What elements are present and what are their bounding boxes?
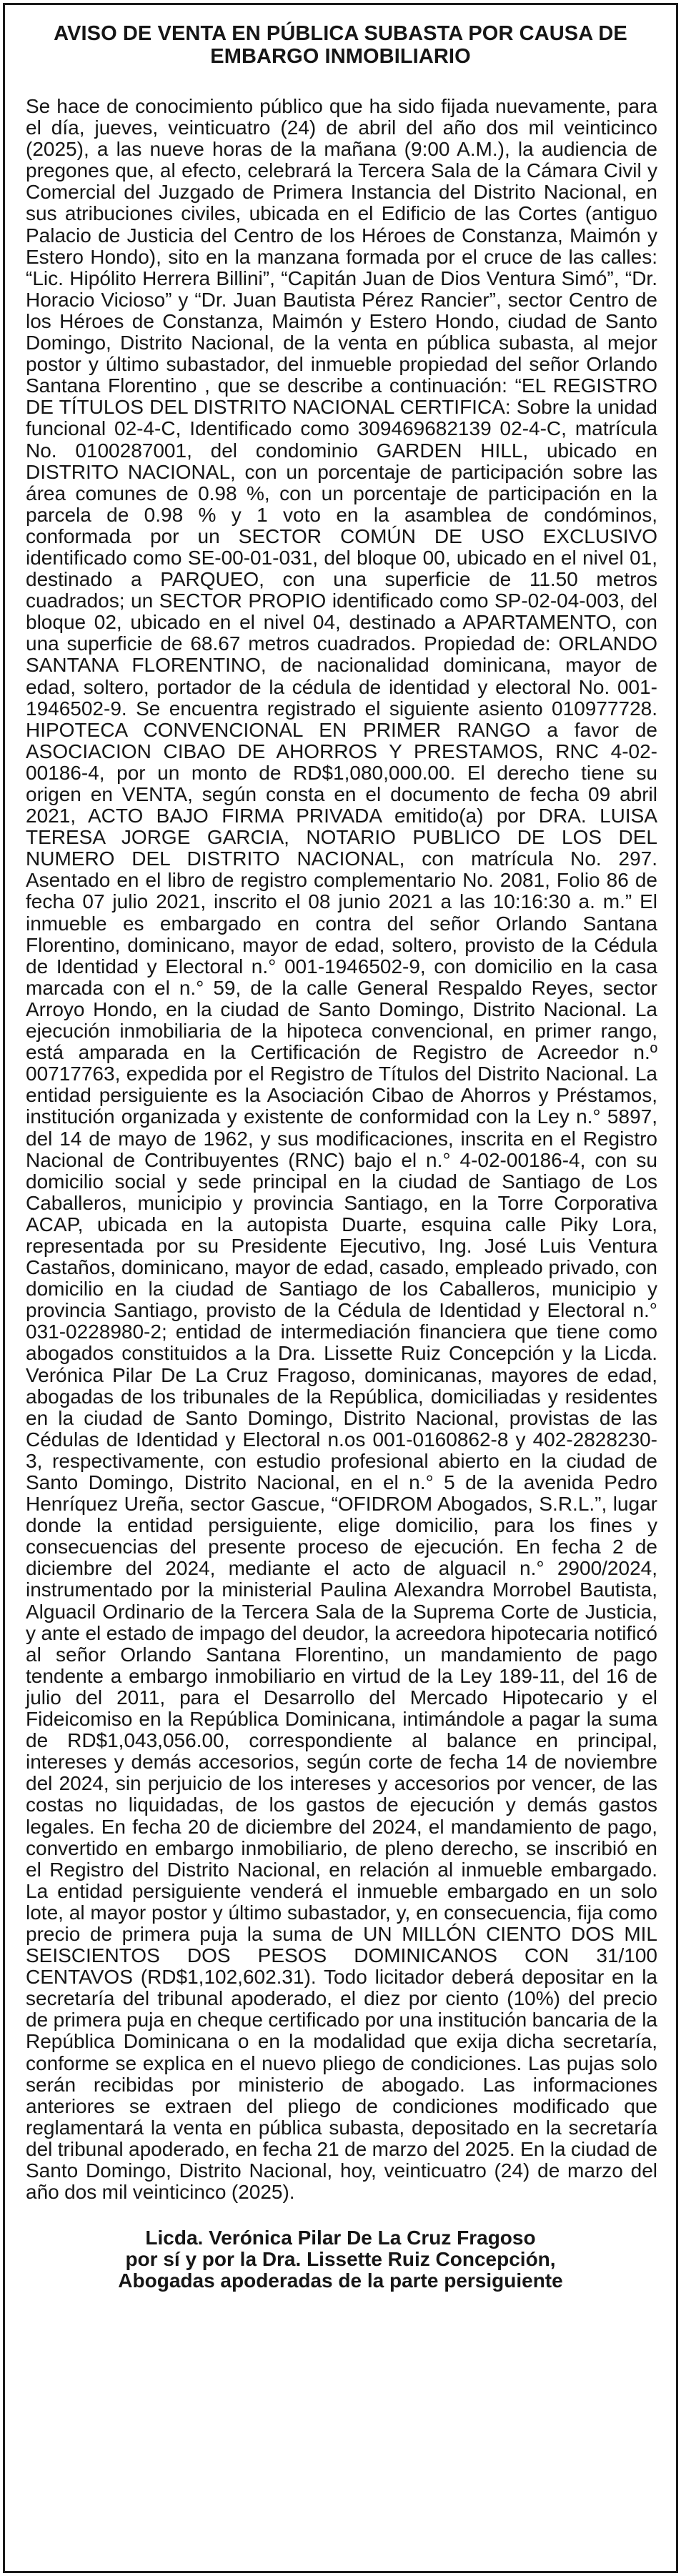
signature-line-2: por sí y por la Dra. Lissette Ruiz Concepción,	[125, 2248, 556, 2271]
signature-block	[34, 2227, 647, 2292]
notice-title: AVISO DE VENTA EN PÚBLICA SUBASTA POR CAUSA DE EMBARGO INMOBILIARIO	[54, 22, 627, 68]
signature-line-3: Abogadas apoderadas de la parte persiguiente	[118, 2269, 563, 2292]
signature-line-1: Licda. Verónica Pilar De La Cruz Fragoso	[145, 2227, 536, 2249]
notice-frame	[3, 3, 678, 2573]
notice-body: Se hace de conocimiento público que ha sido fijada nuevamente, para el día, jueves, veinticuatro (24) de abril del año dos mil veinticinco (2025), a las nueve horas de la mañana (9:00 A.M.), la audiencia de pregones que, al efecto, celebrará la Tercera Sala de la Cámara Civil y Comercial del Juzgado de Primera Instancia del Distrito Nacional, en sus atribuciones civiles, ubicada en el Edificio de las Cortes (antiguo Palacio de Justicia del Centro de los Héroes de Constanza, Maimón y Estero Hondo), sito en la manzana formada por el cruce de las calles: “Lic. Hipólito Herrera Billini”, “Capitán Juan de Dios Ventura Simó”, “Dr. Horacio Vicioso” y “Dr. Juan Bautista Pérez Rancier”, sector Centro de los Héroes de Constanza, Maimón y Estero Hondo, ciudad de Santo Domingo, Distrito Nacional, de la venta en pública subasta, al mejor postor y último subastador, del inmueble propiedad del señor Orlando Santana Florentino , que se describe a continuación: “EL REGISTRO DE TÍTULOS DEL DISTRITO NACIONAL CERTIFICA: Sobre la unidad funcional 02-4-C, Identificado como 309469682139 02-4-C, matrícula No. 0100287001, del condominio GARDEN HILL, ubicado en DISTRITO NACIONAL, con un porcentaje de participación sobre las área comunes de 0.98 %, con un porcentaje de participación en la parcela de 0.98 % y 1 voto en la asamblea de condóminos, conformada por un SECTOR COMÚN DE USO EXCLUSIVO identificado como SE-00-01-031, del bloque 00, ubicado en el nivel 01, destinado a PARQUEO, con una superficie de 11.50 metros cuadrados; un SECTOR PROPIO identificado como SP-02-04-003, del bloque 02, ubicado en el nivel 04, destinado a APARTAMENTO, con una superficie de 68.67 metros cuadrados. Propiedad de: ORLANDO SANTANA FLORENTINO, de nacionalidad dominicana, mayor de edad, soltero, portador de la cédula de identidad y electoral No. 001-1946502-9. Se encuentra registrado el siguiente asiento 010977728. HIPOTECA CONVENCIONAL EN PRIMER RANGO a favor de ASOCIACION CIBAO DE AHORROS Y PRESTAMOS, RNC 4-02-00186-4, por un monto de RD$1,080,000.00. El derecho tiene su origen en VENTA, según consta en el documento de fecha 09 abril 2021, ACTO BAJO FIRMA PRIVADA emitido(a) por DRA. LUISA TERESA JORGE GARCIA, NOTARIO PUBLICO DE LOS DEL NUMERO DEL DISTRITO NACIONAL, con matrícula No. 297. Asentado en el libro de registro complementario No. 2081, Folio 86 de fecha 07 julio 2021, inscrito el 08 junio 2021 a las 10:16:30 a. m.” El inmueble es embargado en contra del señor Orlando Santana Florentino, dominicano, mayor de edad, soltero, provisto de la Cédula de Identidad y Electoral n.° 001-1946502-9, con domicilio en la casa marcada con el n.° 59, de la calle General Respaldo Reyes, sector Arroyo Hondo, en la ciudad de Santo Domingo, Distrito Nacional. La ejecución inmobiliaria de la hipoteca convencional, en primer rango, está amparada en la Certificación de Registro de Acreedor n.º 00717763, expedida por el Registro de Títulos del Distrito Nacional. La entidad persiguiente es la Asociación Cibao de Ahorros y Préstamos, institución organizada y existente de conformidad con la Ley n.° 5897, del 14 de mayo de 1962, y sus modificaciones, inscrita en el Registro Nacional de Contribuyentes (RNC) bajo el n.° 4-02-00186-4, con su domicilio social y sede principal en la ciudad de Santiago de Los Caballeros, municipio y provincia Santiago, en la Torre Corporativa ACAP, ubicada en la autopista Duarte, esquina calle Piky Lora, representada por su Presidente Ejecutivo, Ing. José Luis Ventura Castaños, dominicano, mayor de edad, casado, empleado privado, con domicilio en la ciudad de Santiago de los Caballeros, municipio y provincia Santiago, provisto de la Cédula de Identidad y Electoral n.° 031-0228980-2; entidad de intermediación financiera que tiene como abogados constituidos a la Dra. Lissette Ruiz Concepción y la Licda. Verónica Pilar De La Cruz Fragoso, dominicanas, mayores de edad, abogadas de los tribunales de la República, domiciliadas y residentes en la ciudad de Santo Domingo, Distrito Nacional, provistas de las Cédulas de Identidad y Electoral n.os 001-0160862-8 y 402-2828230-3, respectivamente, con estudio profesional abierto en la ciudad de Santo Domingo, Distrito Nacional, en el n.° 5 de la avenida Pedro Henríquez Ureña, sector Gascue, “OFIDROM Abogados, S.R.L.”, lugar donde la entidad persiguiente, elige domicilio, para los fines y consecuencias del presente proceso de ejecución. En fecha 2 de diciembre del 2024, mediante el acto de alguacil n.° 2900/2024, instrumentado por la ministerial Paulina Alexandra Morrobel Bautista, Alguacil Ordinario de la Tercera Sala de la Suprema Corte de Justicia, y ante el estado de impago del deudor, la acreedora hipotecaria notificó al señor Orlando Santana Florentino, un mandamiento de pago tendente a embargo inmobiliario en virtud de la Ley 189-11, del 16 de julio del 2011, para el Desarrollo del Mercado Hipotecario y el Fideicomiso en la República Dominicana, intimándole a pagar la suma de RD$1,043,056.00, correspondiente al balance en principal, intereses y demás accesorios, según corte de fecha 14 de noviembre del 2024, sin perjuicio de los intereses y accesorios por vencer, de las costas no liquidadas, de los gastos de ejecución y demás gastos legales. En fecha 20 de diciembre del 2024, el mandamiento de pago, convertido en embargo inmobiliario, de pleno derecho, se inscribió en el Registro del Distrito Nacional, en relación al inmueble embargado. La entidad persiguiente venderá el inmueble embargado en un solo lote, al mayor postor y último subastador, y, en consecuencia, fija como precio de primera puja la suma de UN MILLÓN CIENTO DOS MIL SEISCIENTOS DOS PESOS DOMINICANOS CON 31/100 CENTAVOS (RD$1,102,602.31). Todo licitador deberá depositar en la secretaría del tribunal apoderado, el diez por ciento (10%) del precio de primera puja en cheque certificado por una institución bancaria de la República Dominicana o en la modalidad que exija dicha secretaría, conforme se explica en el nuevo pliego de condiciones. Las pujas solo serán recibidas por ministerio de abogado. Las informaciones anteriores se extraen del pliego de condiciones modificado que reglamentará la venta en pública subasta, depositado en la secretaría del tribunal apoderado, en fecha 21 de marzo del 2025. En la ciudad de Santo Domingo, Distrito Nacional, hoy, veinticuatro (24) de marzo del año dos mil veinticinco (2025).	[26, 95, 657, 2204]
